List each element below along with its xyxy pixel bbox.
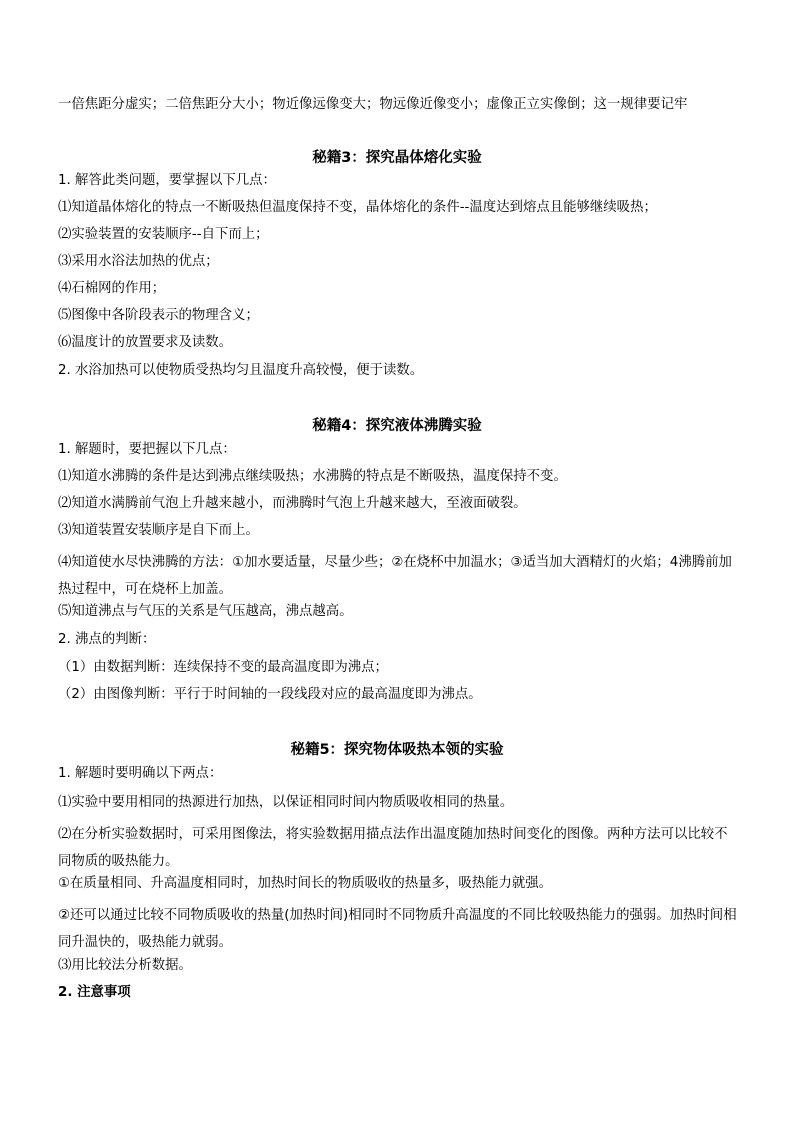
s4-line-4: ⑶知道装置安装顺序是自下而上。 [58, 523, 259, 538]
s3-line-4: ⑶采用水浴法加热的优点； [58, 254, 219, 269]
section-5-heading: 秘籍5：探究物体吸热本领的实验 [290, 742, 504, 758]
s3-line-8: 2. 水浴加热可以使物质受热均匀且温度升高较慢，便于读数。 [58, 363, 424, 378]
s5-line-4: ①在质量相同、升高温度相同时，加热时间长的物质吸收的热量多，吸热能力就强。 [58, 876, 553, 891]
s5-line-6: ⑶用比较法分析数据。 [58, 958, 192, 973]
s4-line-9: （2）由图像判断：平行于时间轴的一段线段对应的最高温度即为沸点。 [58, 687, 482, 702]
s4-line-8: （1）由数据判断：连续保持不变的最高温度即为沸点； [58, 660, 388, 675]
section-4-heading: 秘籍4：探究液体沸腾实验 [312, 418, 482, 434]
s4-line-2: ⑴知道水沸腾的条件是达到沸点继续吸热；水沸腾的特点是不断吸热，温度保持不变。 [58, 469, 567, 484]
intro-line: 一倍焦距分虚实；二倍焦距分大小；物近像远像变大；物远像近像变小；虚像正立实像倒；这一规律要记牢 [58, 97, 688, 112]
s5-line-2: ⑴实验中要用相同的热源进行加热，以保证相同时间内物质吸收相同的热量。 [58, 795, 514, 810]
s5-line-3: ⑵在分析实验数据时，可采用图像法，将实验数据用描点法作出温度随加热时间变化的图像。两种方法可以比较不同物质的吸热能力。 [58, 827, 728, 869]
s3-line-3: ⑵实验装置的安装顺序--自下而上； [58, 227, 269, 242]
s4-line-7: 2. 沸点的判断： [58, 632, 156, 647]
s3-line-7: ⑹温度计的放置要求及读数。 [58, 335, 233, 350]
s5-line-5: ②还可以通过比较不同物质吸收的热量(加热时间)相同时不同物质升高温度的不同比较吸热能力的强弱。加热时间相同升温快的，吸热能力就弱。 [58, 908, 737, 950]
s3-line-2: ⑴知道晶体熔化的特点一不断吸热但温度保持不变，晶体熔化的条件--温度达到熔点且能够继续吸热； [58, 200, 657, 215]
s5-line-1: 1. 解题时要明确以下两点： [58, 766, 223, 781]
s4-line-6: ⑸知道沸点与气压的关系是气压越高，沸点越高。 [58, 604, 353, 619]
section-3-heading: 秘籍3：探究晶体熔化实验 [312, 150, 482, 166]
s5-line-7: 2. 注意事项 [58, 985, 131, 1000]
s4-line-5: ⑷知道使水尽快沸腾的方法：①加水要适量，尽量少些；②在烧杯中加温水；③适当加大酒精灯的火焰；4沸腾前加热过程中，可在烧杯上加盖。 [58, 555, 732, 597]
s4-line-3: ⑵知道水满腾前气泡上升越来越小，而沸腾时气泡上升越来越大，至液面破裂。 [58, 496, 527, 511]
s4-line-1: 1. 解题时，要把握以下几点： [58, 442, 236, 457]
s3-line-6: ⑸图像中各阶段表示的物理含义； [58, 308, 259, 323]
s3-line-5: ⑷石棉网的作用； [58, 281, 166, 296]
s3-line-1: 1. 解答此类问题，要掌握以下几点： [58, 173, 276, 188]
